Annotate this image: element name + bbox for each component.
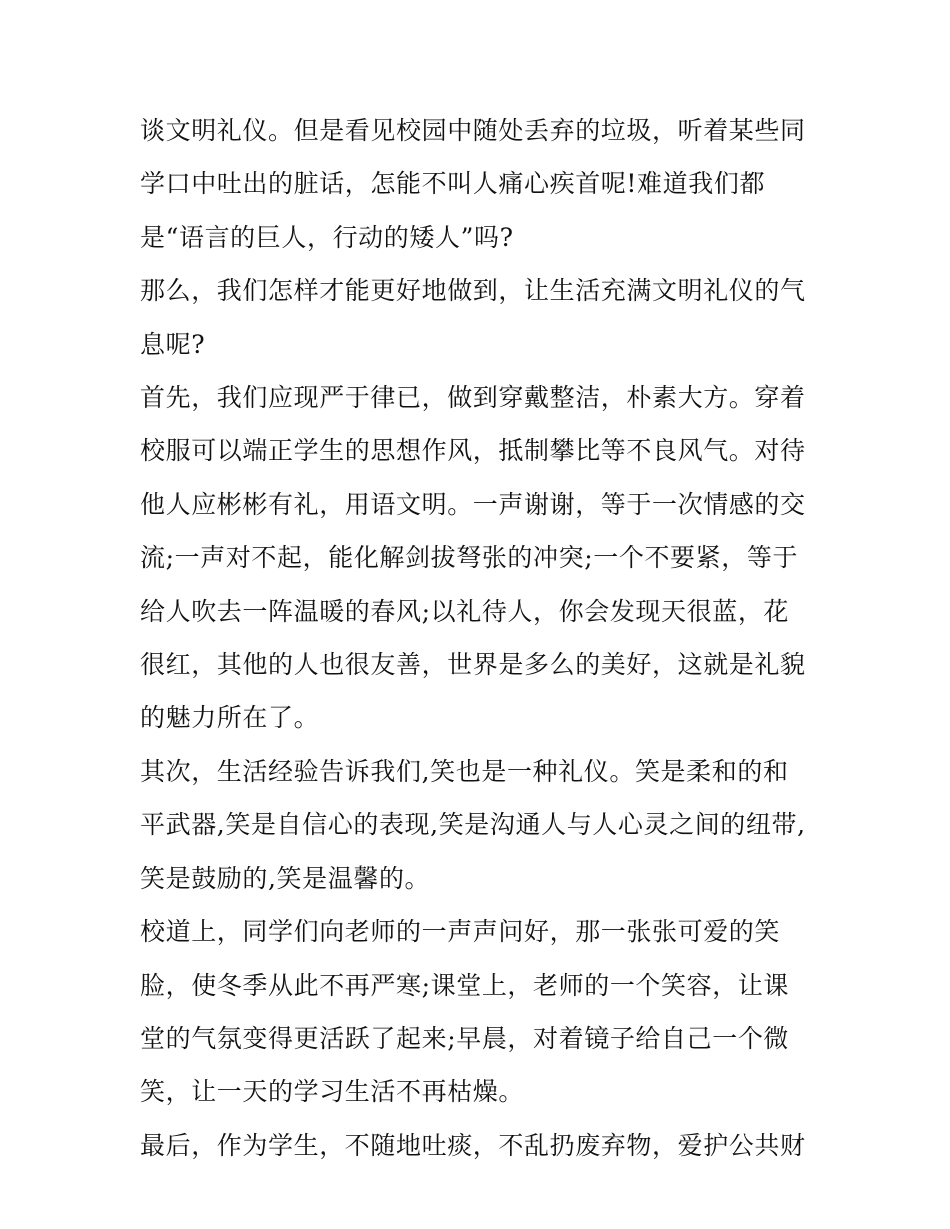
document-body [140,104,812,1172]
paragraph: 其次，生活经验告诉我们,笑也是一种礼仪。笑是柔和的和平武器,笑是自信心的表现,笑是沟通人与人心灵之间的纽带,笑是鼓励的,笑是温馨的。 [140,756,806,893]
paragraph: 那么，我们怎样才能更好地做到，让生活充满文明礼仪的气息呢? [140,276,806,359]
paragraph: 校道上，同学们向老师的一声声问好，那一张张可爱的笑脸，使冬季从此不再严寒;课堂上，老师的一个笑容，让课堂的气氛变得更活跃了起来;早晨，对着镜子给自己一个微笑，让一天的学习生活不再枯燥。 [140,917,790,1107]
paragraph: 谈文明礼仪。但是看见校园中随处丢弃的垃圾，听着某些同学口中吐出的脏话，怎能不叫人痛心疾首呢!难道我们都是“语言的巨人，行动的矮人”吗? [140,116,806,252]
paragraph: 首先，我们应现严于律已，做到穿戴整洁，朴素大方。穿着校服可以端正学生的思想作风，抵制攀比等不良风气。对待他人应彬彬有礼，用语文明。一声谢谢，等于一次情感的交流;一声对不起，能化解剑拔弩张的冲突;一个不要紧，等于给人吹去一阵温暖的春风;以礼待人，你会发现天很蓝，花很红，其他的人也很友善，世界是多么的美好，这就是礼貌的魅力所在了。 [140,383,806,733]
paragraph: 最后，作为学生，不随地吐痰，不乱扔废弃物，爱护公共财 [140,1130,806,1160]
